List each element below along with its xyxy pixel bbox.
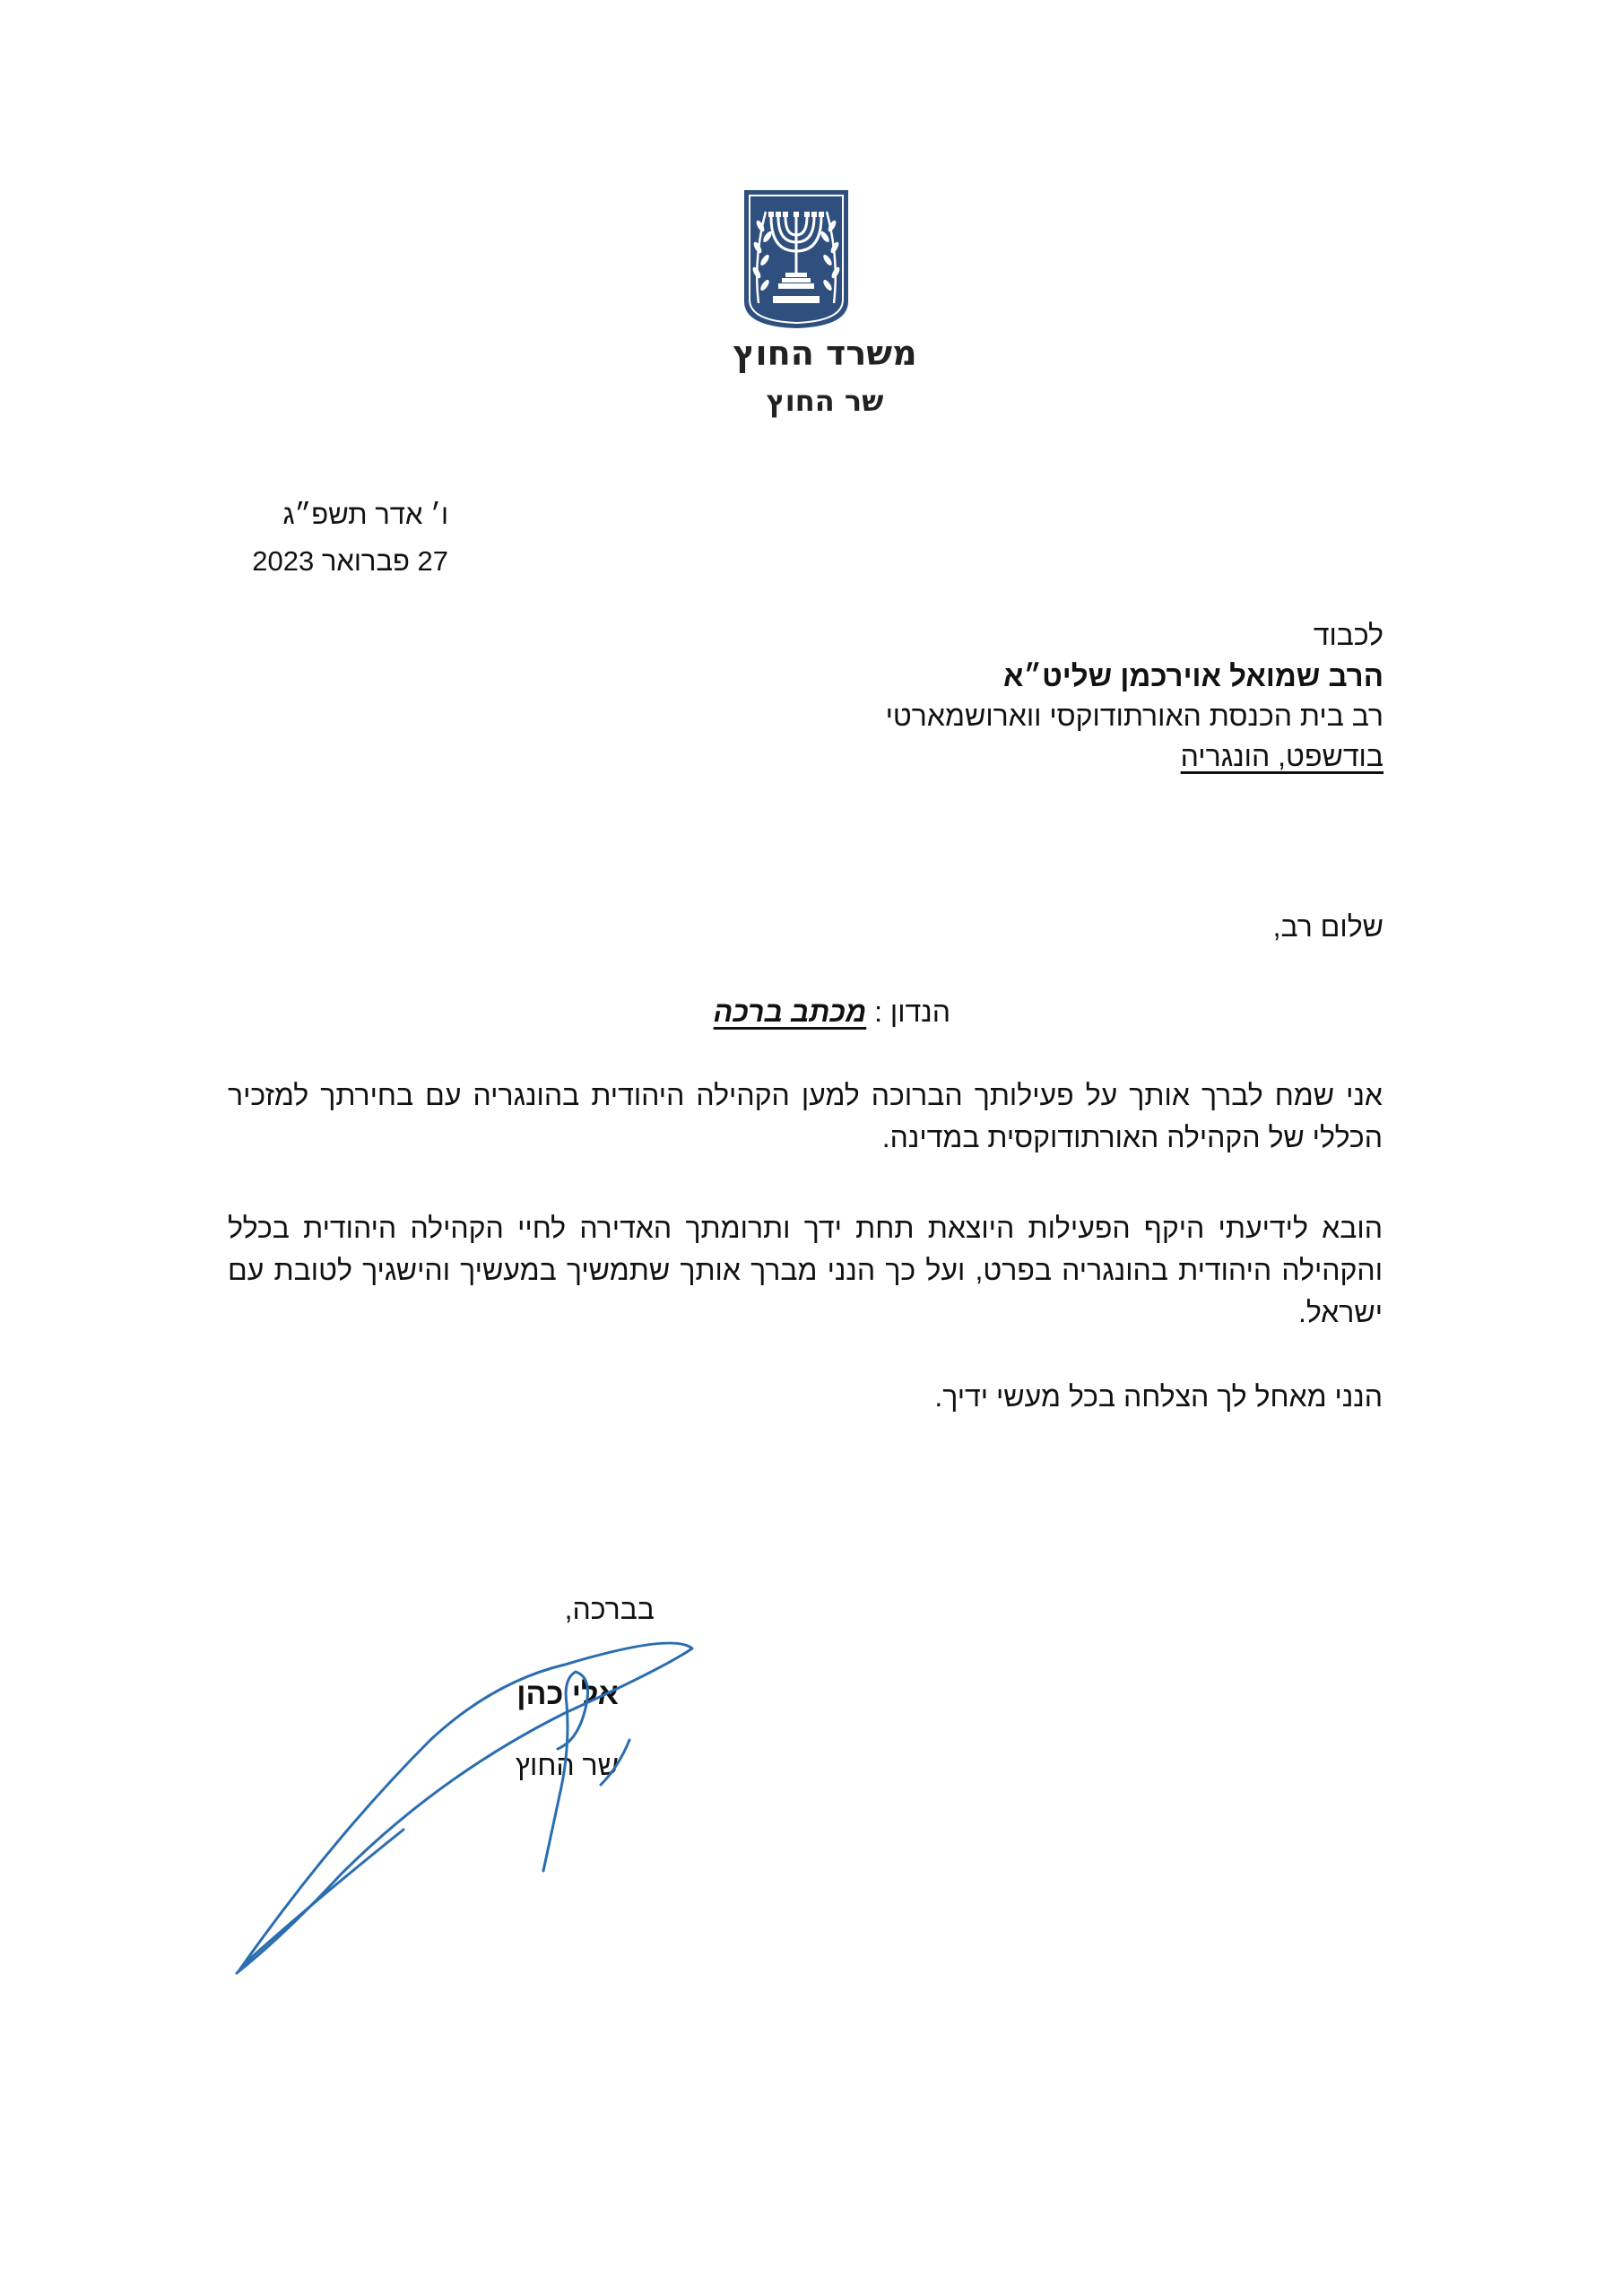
body-paragraph-2: הובא לידיעתי היקף הפעילות היוצאת תחת ידך ותרומתך האדירה לחיי הקהילה היהודית בכלל והקהילה היהודית בהונגריה בפרט, ועל כך הנני מברך אותך שתמשיך במעשיך והישגיך לטובת עם ישראל. xyxy=(228,1212,1383,1328)
recipient-position: רב בית הכנסת האורתודוקסי ווארושמארטי xyxy=(885,700,1383,732)
body-paragraph-3: הנני מאחל לך הצלחה בכל מעשי ידיך. xyxy=(934,1380,1383,1413)
handwritten-signature xyxy=(224,1605,726,1982)
closing: בברכה, xyxy=(564,1593,655,1625)
hebrew-date: ו׳ אדר תשפ״ג xyxy=(282,499,448,530)
subject-label: הנדון : xyxy=(874,996,950,1028)
greeting: שלום רב, xyxy=(1272,910,1383,943)
date-block xyxy=(179,491,448,585)
recipient-name: הרב שמואל אוירכמן שליט״א xyxy=(1002,659,1383,692)
signer-title: שר החוץ xyxy=(515,1749,619,1781)
subject-line xyxy=(664,996,950,1029)
signer-name: אלי כהן xyxy=(516,1677,619,1711)
gregorian-date: 27 פברואר 2023 xyxy=(252,545,448,577)
recipient-block xyxy=(308,615,1383,777)
body-paragraph-1: אני שמח לברך אותך על פעילותך הברוכה למען הקהילה היהודית בהונגריה עם בחירתך למזכיר הכללי של הקהילה האורתודוקסית במדינה. xyxy=(228,1079,1383,1153)
recipient-salutation: לכבוד xyxy=(1313,619,1383,651)
minister-title: שר החוץ xyxy=(766,384,884,418)
ministry-name: משרד החוץ xyxy=(733,334,917,373)
subject-title: מכתב ברכה xyxy=(713,996,867,1028)
recipient-location: בודשפט, הונגריה xyxy=(1180,740,1383,772)
emblem-of-israel-icon xyxy=(741,187,852,330)
